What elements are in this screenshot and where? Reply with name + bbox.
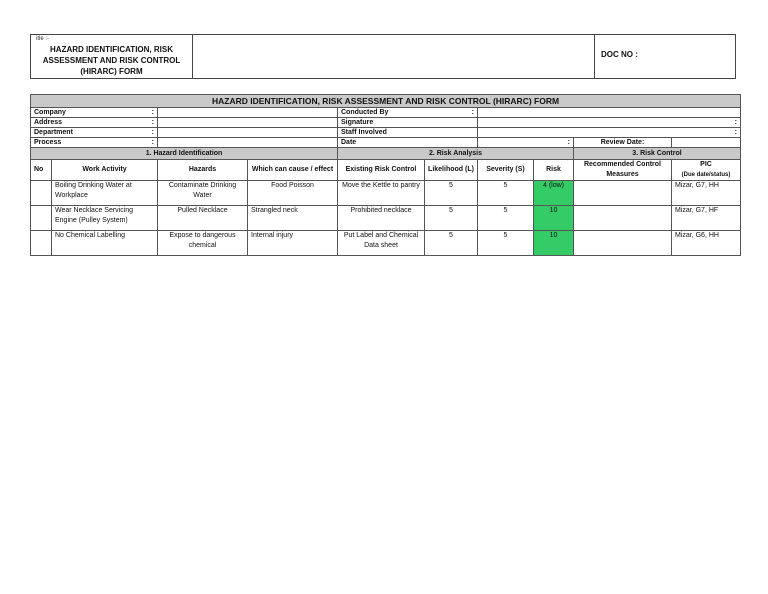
row-cause: Food Poisson — [248, 181, 338, 206]
col-work-activity: Work Activity — [52, 160, 158, 181]
address-value[interactable] — [158, 118, 338, 128]
col-risk: Risk — [534, 160, 574, 181]
title-label: itle :- — [36, 36, 50, 42]
hirarc-table — [30, 94, 741, 256]
document-header — [30, 34, 736, 79]
col-cause: Which can cause / effect — [248, 160, 338, 181]
col-existing-control: Existing Risk Control — [338, 160, 425, 181]
row-existing-control: Put Label and Chemical Data sheet — [338, 231, 425, 256]
row-severity: 5 — [478, 231, 534, 256]
col-pic — [672, 160, 741, 181]
row-no — [31, 181, 52, 206]
company-value[interactable] — [158, 108, 338, 118]
process-value[interactable] — [158, 138, 338, 148]
department-label: Department : — [31, 128, 158, 138]
table-row — [31, 231, 741, 256]
row-hazard: Contaminate Drinking Water — [158, 181, 248, 206]
address-label: Address : — [31, 118, 158, 128]
field-colon: : — [567, 139, 570, 146]
row-recommended — [574, 231, 672, 256]
row-recommended — [574, 181, 672, 206]
row-likelihood: 5 — [425, 231, 478, 256]
row-hazard: Pulled Necklace — [158, 206, 248, 231]
col-pic-sub: (Due date/status) — [681, 172, 731, 178]
row-no — [31, 231, 52, 256]
row-no — [31, 206, 52, 231]
date-label: Date — [338, 138, 478, 148]
row-severity: 5 — [478, 181, 534, 206]
row-hazard: Expose to dangerous chemical — [158, 231, 248, 256]
field-colon: : — [471, 109, 474, 116]
row-pic: Mizar, G7, HF — [672, 206, 741, 231]
row-cause: Strangled neck — [248, 206, 338, 231]
header-title: HAZARD IDENTIFICATION, RISK ASSESSMENT AND RISK CONTROL (HIRARC) FORM — [42, 45, 181, 76]
conducted-by-value[interactable] — [478, 108, 741, 118]
field-colon: : — [734, 119, 738, 126]
info-row-address — [31, 118, 741, 128]
row-activity: No Chemical Labelling — [52, 231, 158, 256]
doc-no-label: DOC NO : — [601, 50, 638, 59]
form-title: HAZARD IDENTIFICATION, RISK ASSESSMENT AND RISK CONTROL (HIRARC) FORM — [31, 95, 741, 108]
info-row-company — [31, 108, 741, 118]
row-risk: 4 (low) — [534, 181, 574, 206]
review-date-value[interactable] — [672, 138, 741, 148]
col-no: No — [31, 160, 52, 181]
row-activity: Wear Necklace Servicing Engine (Pulley System) — [52, 206, 158, 231]
staff-involved-value[interactable] — [478, 128, 741, 138]
row-pic: Mizar, G6, HH — [672, 231, 741, 256]
date-value[interactable] — [478, 138, 574, 148]
row-severity: 5 — [478, 206, 534, 231]
field-colon: : — [151, 139, 154, 146]
col-recommended: Recommended Control Measures — [574, 160, 672, 181]
info-row-department — [31, 128, 741, 138]
staff-involved-label: Staff Involved — [338, 128, 478, 138]
column-header-row — [31, 160, 741, 181]
section-risk-control: 3. Risk Control — [574, 148, 741, 160]
col-severity: Severity (S) — [478, 160, 534, 181]
col-likelihood: Likelihood (L) — [425, 160, 478, 181]
conducted-by-label: Conducted By : — [338, 108, 478, 118]
col-pic-label: PIC — [700, 161, 712, 168]
department-value[interactable] — [158, 128, 338, 138]
row-cause: Internal injury — [248, 231, 338, 256]
field-colon: : — [151, 119, 154, 126]
header-blank-cell — [193, 35, 595, 78]
company-label: Company : — [31, 108, 158, 118]
table-row — [31, 206, 741, 231]
signature-value[interactable] — [478, 118, 741, 128]
section-header-row — [31, 148, 741, 160]
row-pic: Mizar, G7, HH — [672, 181, 741, 206]
field-colon: : — [151, 109, 154, 116]
signature-label: Signature — [338, 118, 478, 128]
process-label: Process : — [31, 138, 158, 148]
title-cell — [31, 35, 193, 78]
field-colon: : — [734, 129, 738, 136]
row-risk: 10 — [534, 231, 574, 256]
section-hazard-identification: 1. Hazard Identification — [31, 148, 338, 160]
table-row — [31, 181, 741, 206]
row-risk: 10 — [534, 206, 574, 231]
review-date-label: Review Date: — [574, 138, 672, 148]
field-colon: : — [151, 129, 154, 136]
info-row-process — [31, 138, 741, 148]
row-recommended — [574, 206, 672, 231]
col-hazards: Hazards — [158, 160, 248, 181]
section-risk-analysis: 2. Risk Analysis — [338, 148, 574, 160]
row-activity: Boiling Drinking Water at Workplace — [52, 181, 158, 206]
row-likelihood: 5 — [425, 206, 478, 231]
row-existing-control: Move the Kettle to pantry — [338, 181, 425, 206]
row-likelihood: 5 — [425, 181, 478, 206]
row-existing-control: Prohibited necklace — [338, 206, 425, 231]
